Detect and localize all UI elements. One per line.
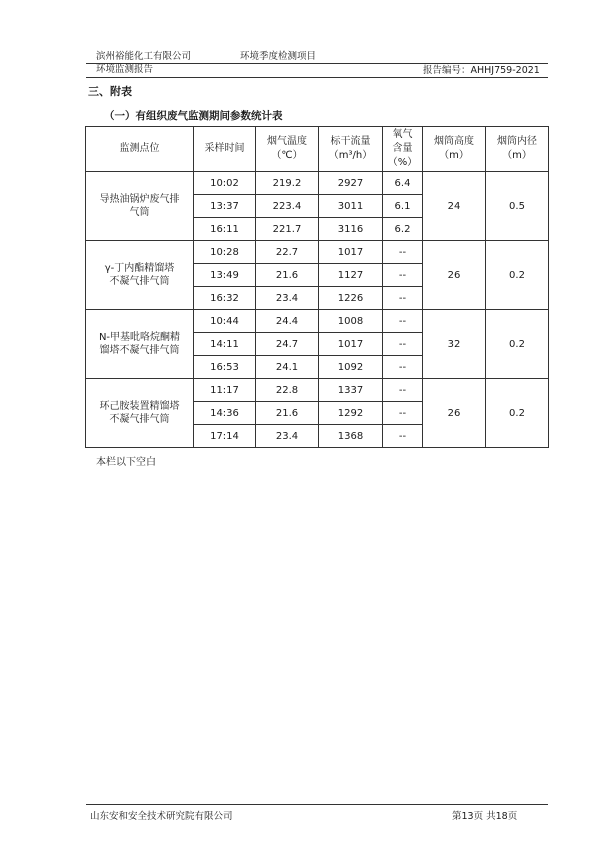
point-line-1: 导热油锅炉废气排: [99, 194, 180, 205]
temp-cell: 24.7: [256, 333, 319, 356]
oxygen-cell: --: [383, 333, 423, 356]
flow-cell: 3011: [319, 195, 383, 218]
header-flow-line-1: 标干流量: [330, 136, 371, 147]
footer-rule: [86, 804, 548, 805]
time-cell: 14:11: [194, 333, 256, 356]
oxygen-cell: --: [383, 287, 423, 310]
diameter-cell: 0.2: [486, 379, 549, 448]
oxygen-cell: --: [383, 310, 423, 333]
table-caption: （一）有组织废气监测期间参数统计表: [104, 110, 283, 122]
time-cell: 13:37: [194, 195, 256, 218]
flow-cell: 1292: [319, 402, 383, 425]
header-temp-line-1: 烟气温度: [267, 136, 307, 147]
section-title: 三、附表: [88, 85, 132, 98]
oxygen-cell: --: [383, 356, 423, 379]
time-cell: 14:36: [194, 402, 256, 425]
height-cell: 26: [423, 241, 486, 310]
table-header-row: [86, 127, 549, 172]
height-cell: 32: [423, 310, 486, 379]
monitoring-point-cell: [86, 241, 194, 310]
header-diameter-line-2: （m）: [502, 150, 532, 161]
temp-cell: 24.1: [256, 356, 319, 379]
time-cell: 16:11: [194, 218, 256, 241]
header-rule-bottom: [86, 77, 548, 78]
header-height-line-1: 烟筒高度: [434, 136, 474, 147]
flow-cell: 2927: [319, 172, 383, 195]
temp-cell: 22.8: [256, 379, 319, 402]
height-cell: 26: [423, 379, 486, 448]
header-oxygen-line-3: （%）: [387, 157, 418, 168]
flow-cell: 1008: [319, 310, 383, 333]
flow-cell: 1368: [319, 425, 383, 448]
oxygen-cell: 6.4: [383, 172, 423, 195]
time-cell: 11:17: [194, 379, 256, 402]
height-cell: 24: [423, 172, 486, 241]
blank-below-note: 本栏以下空白: [96, 457, 156, 468]
header-point: 监测点位: [86, 127, 194, 172]
flow-cell: 1017: [319, 333, 383, 356]
header-oxygen-line-1: 氧气: [392, 129, 413, 140]
header-diameter-line-1: 烟筒内径: [497, 136, 537, 147]
flow-cell: 1127: [319, 264, 383, 287]
flow-cell: 1337: [319, 379, 383, 402]
header-oxygen-line-2: 含量: [392, 143, 413, 154]
time-cell: 10:44: [194, 310, 256, 333]
header-temp: [256, 127, 319, 172]
point-line-2: 不凝气排气筒: [109, 276, 170, 287]
header-rule-top: [86, 63, 548, 64]
oxygen-cell: --: [383, 425, 423, 448]
exhaust-parameter-table: [85, 126, 549, 448]
temp-cell: 21.6: [256, 264, 319, 287]
flow-cell: 1092: [319, 356, 383, 379]
monitoring-point-cell: [86, 379, 194, 448]
header-height: [423, 127, 486, 172]
flow-cell: 3116: [319, 218, 383, 241]
table-row: [86, 379, 549, 402]
flow-cell: 1226: [319, 287, 383, 310]
temp-cell: 221.7: [256, 218, 319, 241]
time-cell: 16:32: [194, 287, 256, 310]
oxygen-cell: --: [383, 264, 423, 287]
time-cell: 10:02: [194, 172, 256, 195]
diameter-cell: 0.2: [486, 241, 549, 310]
point-line-1: 环己胺装置精馏塔: [99, 401, 180, 412]
header-report-number: 报告编号：AHHJ759-2021: [423, 65, 540, 76]
table-row: [86, 241, 549, 264]
temp-cell: 23.4: [256, 425, 319, 448]
flow-cell: 1017: [319, 241, 383, 264]
table-row: [86, 172, 549, 195]
monitoring-point-cell: [86, 172, 194, 241]
header-company: 滨州裕能化工有限公司: [96, 51, 192, 62]
point-line-2: 气筒: [129, 207, 150, 218]
temp-cell: 23.4: [256, 287, 319, 310]
temp-cell: 22.7: [256, 241, 319, 264]
monitoring-point-cell: [86, 310, 194, 379]
header-flow: [319, 127, 383, 172]
time-cell: 16:53: [194, 356, 256, 379]
oxygen-cell: --: [383, 379, 423, 402]
table-row: [86, 310, 549, 333]
header-oxygen: [383, 127, 423, 172]
footer-institute: 山东安和安全技术研究院有限公司: [90, 811, 233, 822]
oxygen-cell: 6.1: [383, 195, 423, 218]
temp-cell: 24.4: [256, 310, 319, 333]
oxygen-cell: --: [383, 402, 423, 425]
temp-cell: 21.6: [256, 402, 319, 425]
point-line-2: 馏塔不凝气排气筒: [99, 345, 180, 356]
header-report-type: 环境监测报告: [96, 64, 154, 75]
header-height-line-2: （m）: [439, 150, 469, 161]
footer-page-number: 第13页 共18页: [452, 811, 518, 822]
temp-cell: 223.4: [256, 195, 319, 218]
point-line-1: γ-丁内酯精馏塔: [104, 263, 175, 274]
point-line-2: 不凝气排气筒: [109, 414, 170, 425]
time-cell: 13:49: [194, 264, 256, 287]
header-diameter: [486, 127, 549, 172]
oxygen-cell: 6.2: [383, 218, 423, 241]
header-time: 采样时间: [194, 127, 256, 172]
temp-cell: 219.2: [256, 172, 319, 195]
time-cell: 17:14: [194, 425, 256, 448]
header-project: 环境季度检测项目: [240, 51, 317, 62]
header-temp-line-2: （℃）: [271, 150, 303, 161]
oxygen-cell: --: [383, 241, 423, 264]
header-flow-line-2: （m³/h）: [328, 150, 373, 161]
point-line-1: N-甲基吡咯烷酮精: [98, 332, 181, 343]
time-cell: 10:28: [194, 241, 256, 264]
diameter-cell: 0.5: [486, 172, 549, 241]
diameter-cell: 0.2: [486, 310, 549, 379]
